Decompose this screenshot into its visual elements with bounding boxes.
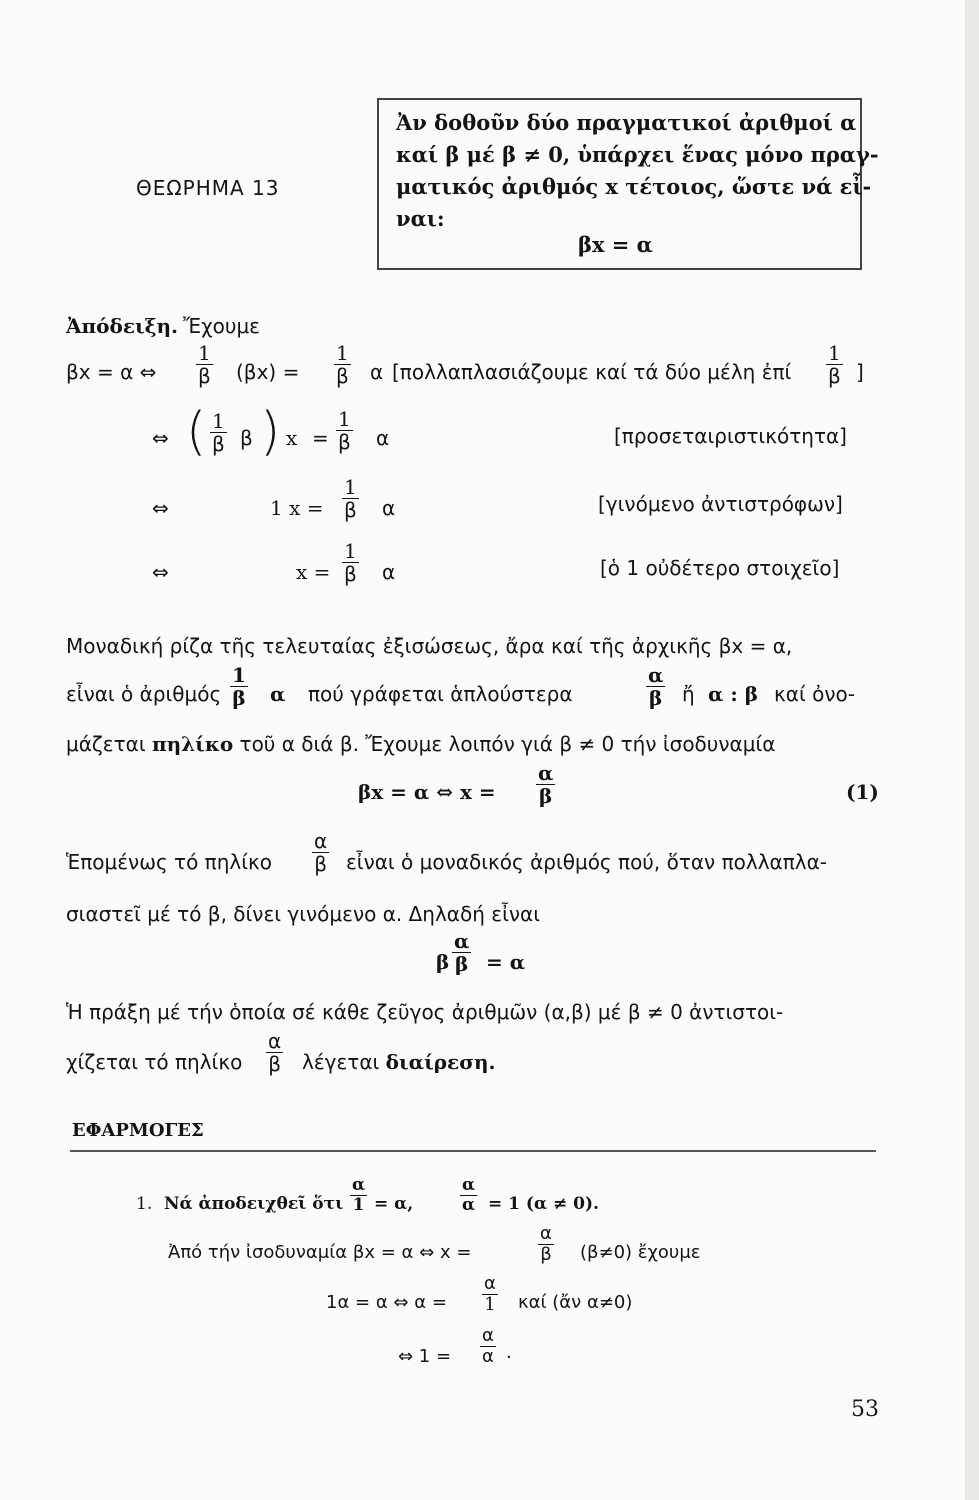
equation-1-lhs: βx = α ⇔ x = [358, 780, 496, 804]
paragraph3-line2-rest [302, 1050, 495, 1074]
proof-heading-line [66, 314, 260, 338]
proof-intro: Ἔχουμε [183, 314, 260, 338]
right-paren: ) [260, 402, 281, 462]
fraction-denominator: α [462, 1194, 476, 1215]
paragraph1-line2-c: πού γράφεται ἁπλούστερα [308, 682, 573, 706]
item1-eq2: = 1 (α ≠ 0). [488, 1194, 599, 1214]
paragraph2-line2: σιαστεῖ μέ τό β, δίνει γινόμενο α. Δηλαδή εἶναι [66, 902, 540, 926]
fraction-alpha-over-beta [646, 664, 665, 709]
fraction-numerator: α [540, 1223, 552, 1244]
proof-heading: Ἀπόδειξη. [66, 314, 179, 338]
fraction-numerator: α [482, 1325, 494, 1346]
fraction-denominator: β [232, 686, 246, 710]
step4-note: [ὁ 1 οὐδέτερο στοιχεῖο] [600, 556, 840, 580]
step1-mid: (βx) = [236, 360, 300, 384]
paragraph1-line2-f: καί ὀνο- [774, 682, 855, 706]
paragraph1-line2-d: ἤ [682, 682, 695, 706]
fraction-numerator: 1 [828, 341, 841, 365]
application-line-b2: καί (ἄν α≠0) [518, 1292, 633, 1313]
equivalence-symbol: ⇔ [152, 560, 169, 584]
eq-right: = α [486, 950, 526, 974]
application-line-b1: 1α = α ⇔ α = [326, 1292, 447, 1313]
paragraph3-line2-c: διαίρεση. [385, 1050, 496, 1074]
fraction-denominator: β [337, 430, 351, 454]
fraction-1-over-beta [826, 342, 843, 387]
application-line-c1: ⇔ 1 = [398, 1346, 452, 1367]
item1-eq1: = α, [374, 1194, 414, 1214]
theorem-title: ΘΕΩΡΗΜΑ 13 [136, 176, 280, 200]
fraction-1-over-beta [334, 342, 351, 387]
step2-x: x [286, 426, 298, 450]
fraction-denominator: β [455, 952, 469, 976]
fraction-1-over-beta [342, 540, 359, 585]
paragraph1-line2-e: α : β [708, 682, 758, 706]
fraction-1-over-beta [196, 342, 213, 387]
fraction-numerator: α [454, 929, 470, 953]
step2-eq: = [312, 426, 329, 450]
fraction-numerator: 1 [344, 539, 357, 563]
fraction-numerator: 1 [212, 409, 225, 433]
fraction-alpha-over-one [350, 1176, 367, 1214]
fraction-1-over-beta [230, 664, 248, 709]
step1-alpha: α [370, 360, 384, 384]
paragraph2-line1-a: Ἑπομένως τό πηλίκο [66, 850, 273, 874]
theorem-line-1: Ἀν δοθοῦν δύο πραγματικοί ἀριθμοί α [396, 110, 857, 135]
fraction-alpha-over-beta [452, 930, 471, 975]
equivalence-symbol: ⇔ [152, 496, 169, 520]
paragraph2-line1-b: εἶναι ὁ μοναδικός ἀριθμός πού, ὅταν πολλαπλα- [346, 850, 827, 874]
fraction-1-over-beta [210, 410, 227, 455]
fraction-denominator: α [482, 1345, 494, 1367]
page-gutter [965, 0, 979, 1500]
step4-lhs: x = [296, 560, 331, 584]
application-line-c2: . [506, 1342, 512, 1363]
fraction-denominator: β [335, 364, 349, 388]
paragraph1-line3-a: μάζεται [66, 732, 146, 756]
step1-note-end: ] [856, 360, 864, 384]
theorem-line-4: ναι: [396, 206, 445, 231]
fraction-numerator: α [352, 1175, 366, 1195]
fraction-alpha-over-beta [312, 830, 329, 875]
step2-beta: β [240, 426, 253, 450]
fraction-numerator: 1 [232, 663, 246, 687]
divider-rule [70, 1150, 876, 1152]
fraction-numerator: α [462, 1175, 476, 1195]
step2-note: [προσεταιριστικότητα] [614, 424, 847, 448]
fraction-denominator: β [540, 1243, 552, 1265]
fraction-numerator: α [314, 829, 328, 853]
fraction-denominator: β [539, 784, 553, 808]
paragraph1-line3-b: πηλίκο [151, 732, 234, 756]
fraction-numerator: 1 [336, 341, 349, 365]
theorem-formula: βx = α [578, 232, 653, 257]
fraction-denominator: 1 [352, 1194, 365, 1215]
fraction-denominator: β [343, 498, 357, 522]
fraction-denominator: β [211, 432, 225, 456]
paragraph3-line2-a: χίζεται τό πηλίκο [66, 1050, 243, 1074]
fraction-denominator: 1 [484, 1293, 496, 1315]
paragraph1-line2-a: εἶναι ὁ ἀριθμός [66, 682, 222, 706]
fraction-denominator: β [197, 364, 211, 388]
fraction-alpha-over-beta [266, 1030, 283, 1075]
equation-1-label: (1) [846, 780, 879, 804]
step3-note: [γινόμενο ἀντιστρόφων] [598, 492, 843, 516]
fraction-denominator: β [314, 852, 327, 876]
paragraph3-line2-b: λέγεται [302, 1050, 380, 1074]
theorem-line-3: ματικός ἀριθμός x τέτοιος, ὥστε νά εἶ- [396, 174, 872, 199]
fraction-alpha-over-beta [536, 762, 555, 807]
fraction-alpha-over-one [482, 1274, 498, 1315]
eq-beta-prefix: β [436, 950, 450, 974]
paragraph1-line3-c: τοῦ α διά β. Ἔχουμε λοιπόν γιά β ≠ 0 τήν ἰσοδυναμία [239, 732, 776, 756]
fraction-denominator: β [827, 364, 841, 388]
fraction-numerator: 1 [338, 407, 351, 431]
application-line-a1: Ἀπό τήν ἰσοδυναμία βx = α ⇔ x = [168, 1242, 472, 1263]
equivalence-symbol: ⇔ [152, 426, 169, 450]
fraction-denominator: β [343, 562, 357, 586]
fraction-denominator: β [649, 686, 663, 710]
fraction-alpha-over-alpha [480, 1326, 496, 1367]
item1-number: 1. [136, 1194, 153, 1214]
fraction-numerator: 1 [198, 341, 211, 365]
fraction-numerator: α [648, 663, 664, 687]
fraction-denominator: β [268, 1052, 281, 1076]
fraction-numerator: α [484, 1273, 496, 1294]
fraction-1-over-beta [342, 476, 359, 521]
paragraph1-line3 [66, 732, 775, 756]
applications-heading: ΕΦΑΡΜΟΓΕΣ [72, 1120, 204, 1141]
fraction-numerator: α [268, 1029, 282, 1053]
step1-left: βx = α ⇔ [66, 360, 157, 384]
step1-note: [πολλαπλασιάζουμε καί τά δύο μέλη ἐπί [392, 360, 792, 384]
paragraph3-line1: Ἡ πράξη μέ τήν ὁποία σέ κάθε ζεῦγος ἀριθμῶν (α,β) μέ β ≠ 0 ἀντιστοι- [66, 1000, 784, 1024]
item1-text: Νά ἀποδειχθεῖ ὅτι [164, 1194, 344, 1214]
fraction-numerator: α [538, 761, 554, 785]
theorem-line-2: καί β μέ β ≠ 0, ὑπάρχει ἕνας μόνο πραγ- [396, 142, 879, 167]
step4-alpha: α [382, 560, 396, 584]
paragraph1-line2-b: α [270, 682, 286, 706]
page-number: 53 [851, 1397, 879, 1422]
left-paren: ( [186, 402, 207, 462]
step3-alpha: α [382, 496, 396, 520]
paragraph1-line1: Μοναδική ρίζα τῆς τελευταίας ἐξισώσεως, ἄρα καί τῆς ἀρχικῆς βx = α, [66, 634, 793, 658]
fraction-numerator: 1 [344, 475, 357, 499]
fraction-1-over-beta [336, 408, 353, 453]
application-line-a2: (β≠0) ἔχουμε [580, 1242, 701, 1263]
fraction-alpha-over-beta [538, 1224, 554, 1265]
step2-alpha: α [376, 426, 390, 450]
fraction-alpha-over-alpha [460, 1176, 477, 1214]
step3-lhs: 1 x = [270, 496, 324, 520]
